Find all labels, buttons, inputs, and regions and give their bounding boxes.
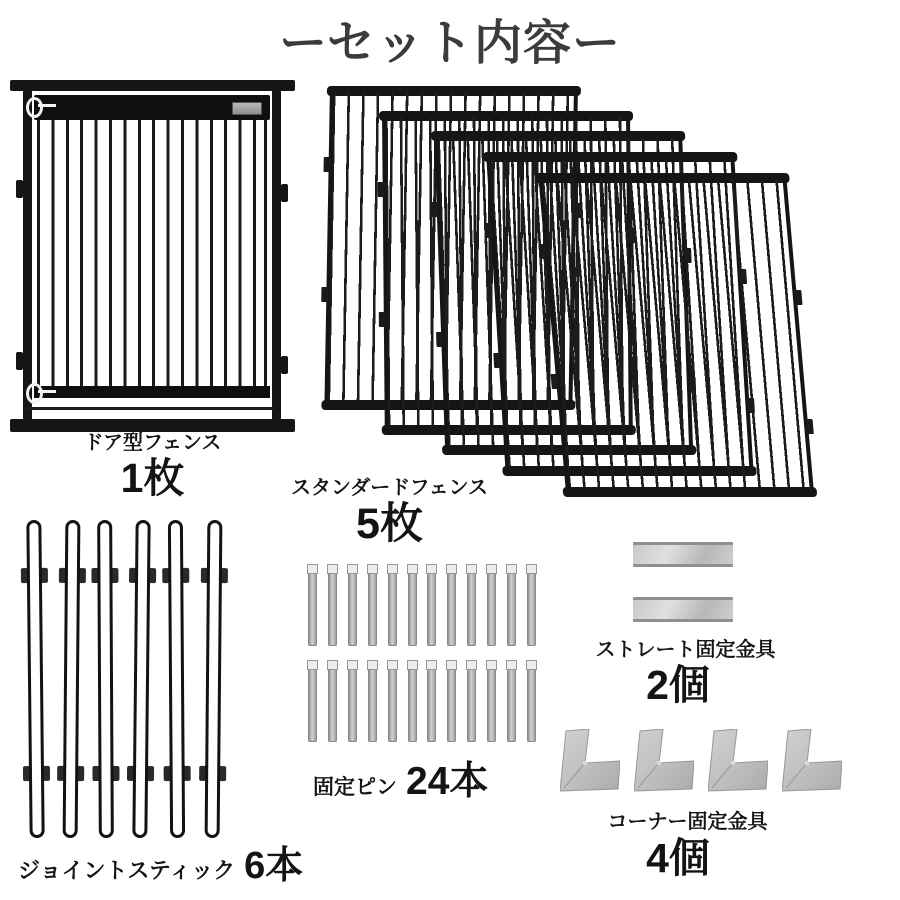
corner-brackets-figure [560,729,842,792]
pin-body [527,670,536,742]
fixing-pin [427,660,436,742]
joint-stick [168,520,185,838]
pin-cap [486,660,497,670]
fence-mount-tab [323,157,330,172]
door-latch [26,383,43,404]
fence-post [272,84,281,424]
pin-cap [466,564,477,574]
fixing-pin [388,564,397,646]
fence-rail [562,487,817,497]
straight-bracket [633,542,733,567]
fence-mount-tab [16,180,23,198]
fence-mount-tab [436,332,444,347]
fence-mount-tab [794,290,802,305]
fixing-pin [328,564,337,646]
pin-body [408,670,417,742]
pin-body [368,670,377,742]
pin-body [348,670,357,742]
corner-bracket [708,729,768,792]
joint-stick [63,520,81,838]
pin-cap [446,660,457,670]
pin-body [408,574,417,646]
pin-cap [387,564,398,574]
pin-cap [466,660,477,670]
fixing-pin [487,660,496,742]
stick-rod [205,520,223,838]
pin-body [447,574,456,646]
fence-bars [542,179,811,491]
standard-fence-panel [538,173,814,497]
fence-post [23,84,32,424]
fixing-pins-caption [313,760,488,805]
fence-mount-tab [16,352,23,370]
fixing-pin [368,660,377,742]
straight-bracket-label: ストレート固定金具 [595,639,776,661]
door-fence-count: 1枚 [120,455,185,501]
fixing-pin [348,564,357,646]
fixing-pin [447,660,456,742]
pin-body [487,574,496,646]
fixing-pin [388,660,397,742]
fence-mount-tab [539,244,547,259]
door-latch [26,97,43,118]
pin-cap [446,564,457,574]
stick-rod [63,520,81,838]
stick-rod [97,520,114,838]
pin-cap [426,564,437,574]
corner-bracket [782,729,842,792]
joint-sticks-caption [18,845,303,889]
fixing-pin [368,564,377,646]
fence-mount-tab [485,223,493,238]
straight-brackets-figure [633,542,733,652]
fixing-pin [348,660,357,742]
pin-body [308,670,317,742]
bracket-notch [805,761,810,766]
fixing-pin [527,660,536,742]
straight-bracket [633,597,733,622]
fixing-pin [487,564,496,646]
joint-sticks-figure [22,520,237,842]
standard-fence-stack [330,86,810,516]
pin-cap [307,660,318,670]
fixing-pin [308,660,317,742]
pin-body [368,574,377,646]
standard-fence-count: 5枚 [356,500,423,548]
fixing-pin [447,564,456,646]
fence-mount-tab [379,312,386,327]
pin-cap [426,660,437,670]
fixing-pins-count: 24本 [406,760,489,803]
fixing-pin [328,660,337,742]
fence-mount-tab [281,184,288,202]
pin-body [427,574,436,646]
fence-mount-tab [493,353,501,368]
pin-cap [486,564,497,574]
pin-body [447,670,456,742]
corner-bracket-count: 4個 [646,835,710,881]
fence-mount-tab [806,419,814,434]
standard-fence-label: スタンダードフェンス [291,477,488,499]
pin-body [328,574,337,646]
pin-body [427,670,436,742]
pin-cap [506,564,517,574]
pin-body [467,574,476,646]
joint-stick [97,520,114,838]
pin-cap [367,660,378,670]
corner-bracket-label: コーナー固定金具 [607,811,768,833]
bracket-notch [657,761,662,766]
fixing-pin [408,564,417,646]
pin-cap [327,660,338,670]
corner-bracket [634,729,694,792]
pin-body [487,670,496,742]
joint-stick [205,520,223,838]
fixing-pin [507,660,516,742]
pin-cap [407,564,418,574]
fence-mount-tab [378,182,385,197]
pin-cap [347,660,358,670]
page-title: ーセット内容ー [278,17,622,70]
fence-rail [10,419,295,432]
fixing-pins-figure [303,564,541,742]
fixing-pins-label: 固定ピン [313,776,397,799]
straight-bracket-count: 2個 [646,662,710,708]
fence-mount-tab [551,374,559,389]
fence-thin-rail [26,407,275,410]
pin-cap [407,660,418,670]
pin-body [328,670,337,742]
bracket-notch [583,761,588,766]
pin-cap [307,564,318,574]
pin-cap [526,564,537,574]
fence-mount-tab [321,287,328,302]
pin-cap [367,564,378,574]
bracket-notch [731,761,736,766]
fence-bars [37,120,267,386]
pin-body [467,670,476,742]
fence-mount-tab [281,356,288,374]
fence-mount-tab [431,202,439,217]
fixing-pin [467,564,476,646]
joint-sticks-label: ジョイントスティック [18,858,236,883]
pin-cap [387,660,398,670]
fixing-pin [427,564,436,646]
pin-cap [327,564,338,574]
stick-rod [168,520,185,838]
pin-body [308,574,317,646]
door-fence-label: ドア型フェンス [83,432,222,454]
pin-body [348,574,357,646]
pin-body [507,670,516,742]
corner-bracket [560,729,620,792]
fixing-pin [527,564,536,646]
fixing-pin [308,564,317,646]
fixing-pin [467,660,476,742]
brand-plate [232,102,262,115]
joint-sticks-count: 6本 [244,845,304,887]
pin-cap [526,660,537,670]
fixing-pin [507,564,516,646]
door-bottom-bar [34,386,270,398]
door-fence-figure [10,80,295,432]
pin-cap [506,660,517,670]
pin-body [388,670,397,742]
fixing-pin [408,660,417,742]
stick-rod [132,520,150,838]
joint-stick [132,520,150,838]
door-panel-header [34,95,270,120]
pin-body [388,574,397,646]
pin-body [527,574,536,646]
pin-cap [347,564,358,574]
joint-stick [26,520,44,838]
fence-rail [10,80,295,91]
pin-body [507,574,516,646]
